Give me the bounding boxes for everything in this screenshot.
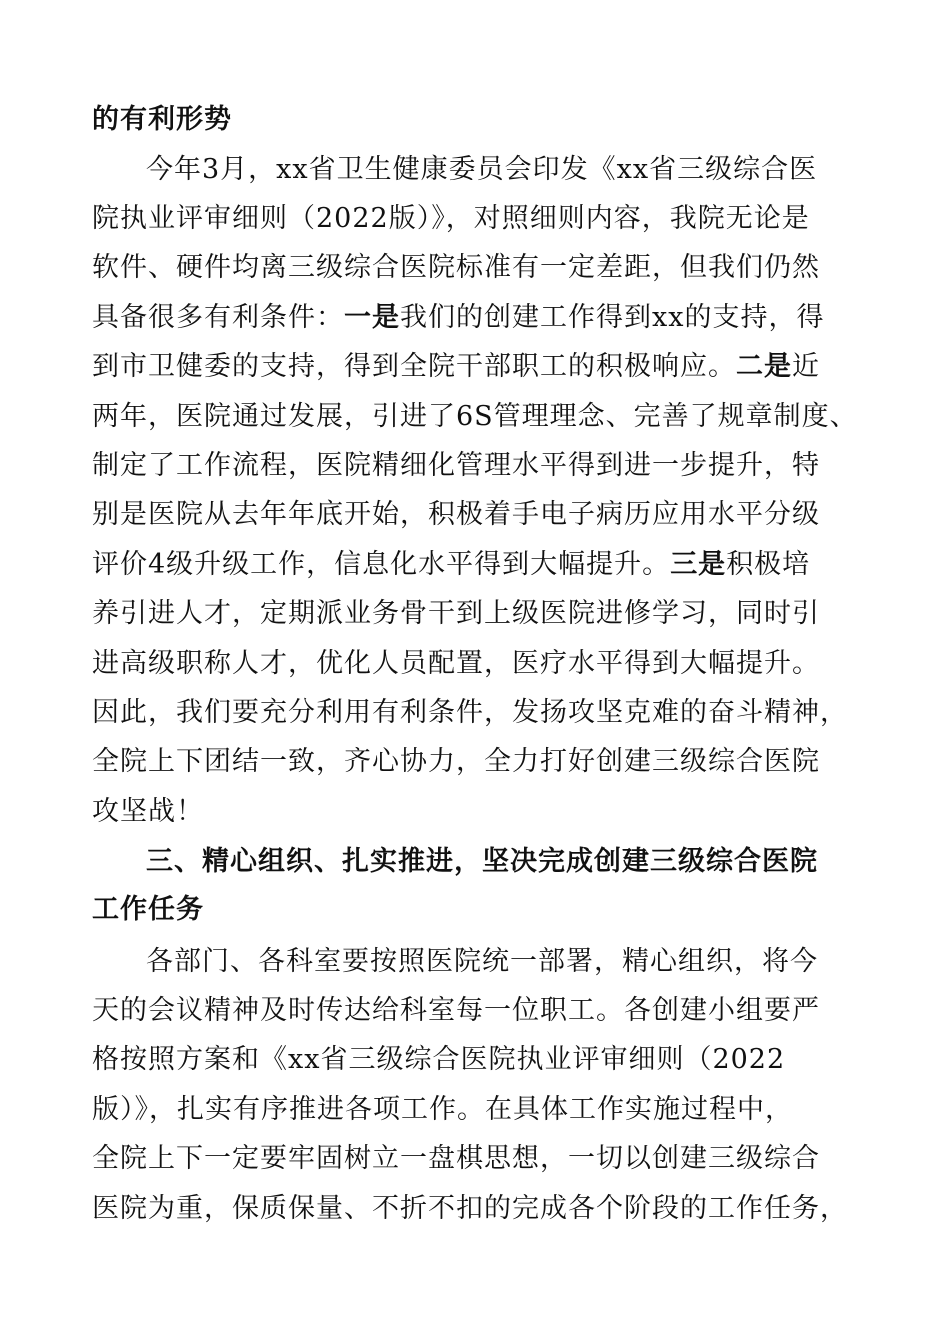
text-run: 评价4级升级工作，信息化水平得到大幅提升。 bbox=[92, 549, 671, 580]
paragraph-line bbox=[92, 541, 810, 589]
emphasis-third: 三是 bbox=[670, 549, 727, 580]
paragraph-line: 版）》，扎实有序推进各项工作。在具体工作实施过程中， bbox=[92, 1094, 793, 1125]
paragraph-line: 全院上下一定要牢固树立一盘棋思想，一切以创建三级综合 bbox=[92, 1143, 820, 1174]
emphasis-first: 一是 bbox=[344, 302, 400, 333]
paragraph-line: 医院为重，保质保量、不折不扣的完成各个阶段的工作任务， bbox=[92, 1193, 848, 1224]
emphasis-second: 二是 bbox=[736, 351, 792, 382]
paragraph-line: 今年3月，xx省卫生健康委员会印发《xx省三级综合医 bbox=[146, 154, 818, 185]
paragraph-line: 攻坚战！ bbox=[92, 796, 204, 827]
paragraph-line: 养引进人才，定期派业务骨干到上级医院进修学习，同时引 bbox=[92, 598, 820, 629]
section-heading-tail: 的有利形势 bbox=[92, 104, 232, 135]
paragraph-line bbox=[92, 294, 824, 342]
paragraph-line: 软件、硬件均离三级综合医院标准有一定差距，但我们仍然 bbox=[92, 252, 820, 283]
text-run: 近 bbox=[792, 351, 820, 382]
paragraph-line: 两年，医院通过发展，引进了6S管理理念、完善了规章制度、 bbox=[92, 401, 858, 432]
section-heading: 工作任务 bbox=[92, 894, 204, 925]
paragraph-line: 天的会议精神及时传达给科室每一位职工。各创建小组要严 bbox=[92, 995, 820, 1026]
paragraph-line: 各部门、各科室要按照医院统一部署，精心组织，将今 bbox=[146, 946, 818, 977]
paragraph-line: 院执业评审细则（2022版）》，对照细则内容，我院无论是 bbox=[92, 203, 810, 234]
paragraph-line: 别是医院从去年年底开始，积极着手电子病历应用水平分级 bbox=[92, 499, 820, 530]
paragraph-line: 进高级职称人才，优化人员配置，医疗水平得到大幅提升。 bbox=[92, 648, 820, 679]
text-run: 到市卫健委的支持，得到全院干部职工的积极响应。 bbox=[92, 351, 736, 382]
paragraph-line bbox=[92, 343, 820, 391]
paragraph-line: 因此，我们要充分利用有利条件，发扬攻坚克难的奋斗精神， bbox=[92, 697, 848, 728]
section-heading: 三、精心组织、扎实推进，坚决完成创建三级综合医院 bbox=[146, 846, 818, 877]
text-run: 我们的创建工作得到xx的支持，得 bbox=[400, 302, 825, 333]
paragraph-line: 全院上下团结一致，齐心协力，全力打好创建三级综合医院 bbox=[92, 746, 820, 777]
text-run: 积极培 bbox=[726, 549, 811, 580]
paragraph-line: 制定了工作流程，医院精细化管理水平得到进一步提升，特 bbox=[92, 450, 820, 481]
text-run: 具备很多有利条件： bbox=[92, 302, 344, 333]
paragraph-line: 格按照方案和《xx省三级综合医院执业评审细则（2022 bbox=[92, 1044, 786, 1075]
